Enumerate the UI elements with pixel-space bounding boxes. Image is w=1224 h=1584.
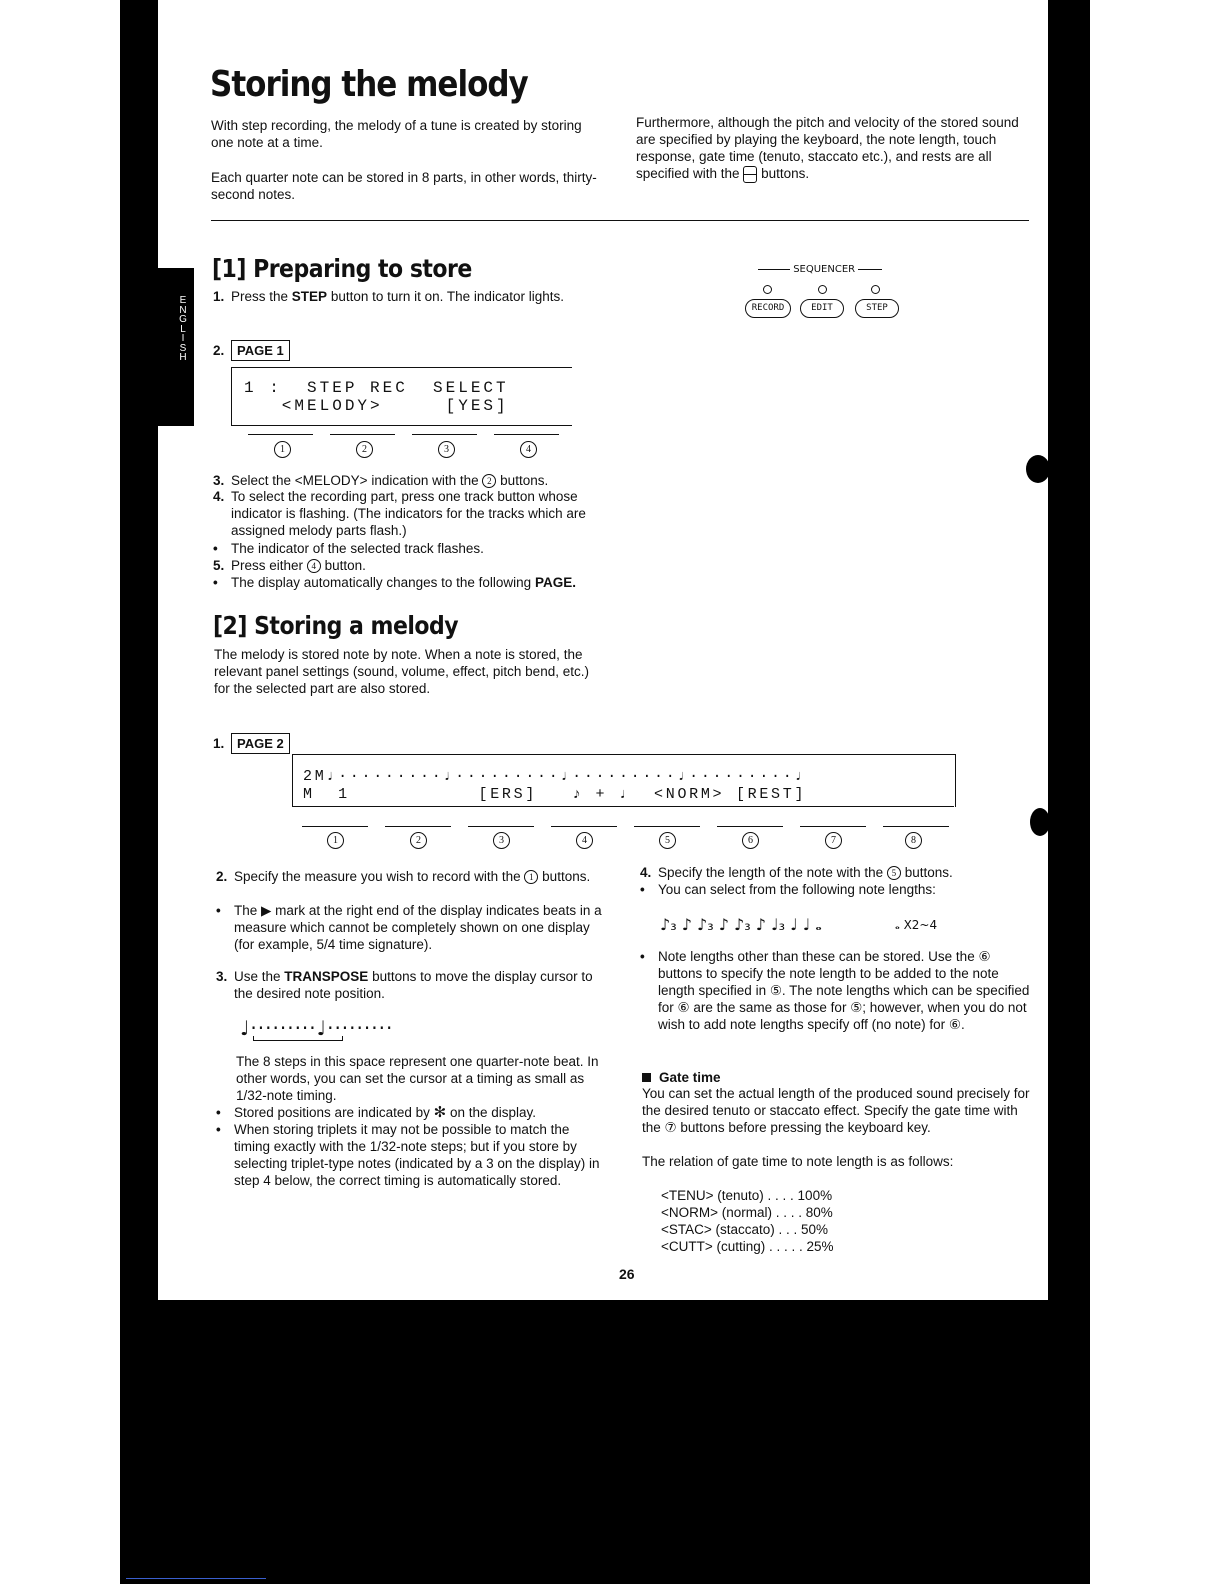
page-title: Storing the melody [210,64,528,106]
punch-hole-2 [1030,808,1050,836]
page2-button-8[interactable]: 8 [905,832,922,849]
eight-steps-note: The 8 steps in this space represent one quarter-note beat. In other words, you can set the cursor at a timing as small as 1/32-note timing. [236,1054,599,1103]
page1-label: PAGE 1 [231,340,290,361]
gate-p1: You can set the actual length of the produced sound precisely for the desired tenuto or staccato effect. Specify the gate time with the ⑦ buttons before pressing the keyboard key. [642,1086,1030,1135]
sec2-bullet3: • When storing triplets it may not be possible to match the timing exactly with the 1/32-note steps; but if you store by selecting triplet-type notes (indicated by a 3 on the display) in step 4 below, the correct timing is automatically stored. [216,1122,600,1188]
sec2-bullet5: • Note lengths other than these can be stored. Use the ⑥ buttons to specify the note length to be added to the note length specified in ⑤. The note lengths which can be specified for ⑥ are the same as those for ⑤; however, when you do not wish to add note lengths specify off (no note) for ⑥. [640,949,1030,1032]
page1-button-2[interactable]: 2 [356,441,373,458]
page1-button-3[interactable]: 3 [438,441,455,458]
lcd-page1: 1 : STEP REC SELECT <MELODY> [YES] [231,367,572,426]
note-multiplier: 𝅝 X2~4 [895,918,938,932]
scan-line [126,1578,266,1579]
gate-row-norm: <NORM> (normal) . . . . 80% [661,1205,833,1220]
page1-button-4[interactable]: 4 [520,441,537,458]
step-indicator [871,285,880,294]
record-button[interactable]: RECORD [745,299,791,318]
lcd-page2: 2M♩·········♩·········♩·········♩·········♩ M 1 [ERS] ♪ + ♩ <NORM> [REST] [292,754,956,807]
sec2-step2: 2. Specify the measure you wish to record with the 1 buttons. [216,869,591,884]
divider [211,220,1029,221]
sec2-bullet4: • You can select from the following note lengths: [640,882,936,897]
page2-button-7[interactable]: 7 [825,832,842,849]
sec1-step3: 3. Select the <MELODY> indication with the 2 buttons. [213,473,549,488]
gate-row-tenu: <TENU> (tenuto) . . . . 100% [661,1188,833,1203]
intro-p1: With step recording, the melody of a tune is created by storing one note at a time. [211,118,582,150]
section1-heading: [1] Preparing to store [212,255,472,284]
edit-indicator [818,285,827,294]
sec2-step1: 1. PAGE 2 [213,733,290,754]
page2-button-6[interactable]: 6 [742,832,759,849]
intro-p3: Furthermore, although the pitch and velocity of the stored sound are specified by playing the keyboard, the note length, touch response, gate time (tenuto, staccato etc.), and rests are all specified with the buttons. [636,115,1019,181]
page2-button-3[interactable]: 3 [493,832,510,849]
sec2-step3: 3. Use the TRANSPOSE buttons to move the display cursor to the desired note position. [216,969,593,1001]
record-indicator [763,285,772,294]
cursor-bracket [253,1036,343,1041]
gate-p2: The relation of gate time to note length is as follows: [642,1154,954,1169]
sec2-intro: The melody is stored note by note. When a note is stored, the relevant panel settings (sound, volume, effect, pitch bend, etc.) for the selected part are also stored. [214,647,589,696]
sec1-bullet2: • The display automatically changes to the following PAGE. [213,575,576,590]
sec1-step1: 1. Press the STEP button to turn it on. The indicator lights. [213,289,564,304]
sec2-bullet1: • The ▶ mark at the right end of the display indicates beats in a measure which cannot be completely shown on one display (for example, 5/4 time signature). [216,903,602,952]
intro-p2: Each quarter note can be stored in 8 parts, in other words, thirty-second notes. [211,170,597,202]
sec2-step4: 4. Specify the length of the note with the 5 buttons. [640,865,953,880]
sec1-step2: 2. PAGE 1 [213,340,290,361]
page2-button-1[interactable]: 1 [327,832,344,849]
gate-time-heading: Gate time [642,1069,721,1086]
step-button[interactable]: STEP [855,299,899,318]
gate-row-cutt: <CUTT> (cutting) . . . . . 25% [661,1239,834,1254]
page2-button-5[interactable]: 5 [659,832,676,849]
page2-label: PAGE 2 [231,733,290,754]
page2-button-2[interactable]: 2 [410,832,427,849]
note-lengths: ♪₃ ♪ ♪₃ ♪ ♪₃ ♪ ♩₃ ♩ ♩ 𝅝 [660,915,822,934]
page-number: 26 [619,1266,635,1282]
sec2-bullet2: • Stored positions are indicated by ✻ on the display. [216,1104,537,1121]
gate-table [661,1187,961,1255]
transpose-icon [743,166,757,183]
sequencer-label: SEQUENCER [758,264,882,275]
side-tab-letters: E N G L I S H [179,295,187,363]
sec1-bullet1: • The indicator of the selected track flashes. [213,541,484,556]
gate-row-stac: <STAC> (staccato) . . . 50% [661,1222,829,1237]
page1-button-1[interactable]: 1 [274,441,291,458]
edit-button[interactable]: EDIT [800,299,844,318]
sec1-step5: 5. Press either 4 button. [213,558,366,573]
punch-hole-1 [1026,455,1050,483]
sec1-step4: 4. To select the recording part, press one track button whose indicator is flashing. (The indicators for the tracks which are assigned melody parts flash.) [213,489,586,538]
page2-button-4[interactable]: 4 [576,832,593,849]
cursor-demo: ♩·········♩········· [240,1016,394,1040]
section2-heading: [2] Storing a melody [213,612,459,641]
bottom-border [120,1300,1090,1584]
